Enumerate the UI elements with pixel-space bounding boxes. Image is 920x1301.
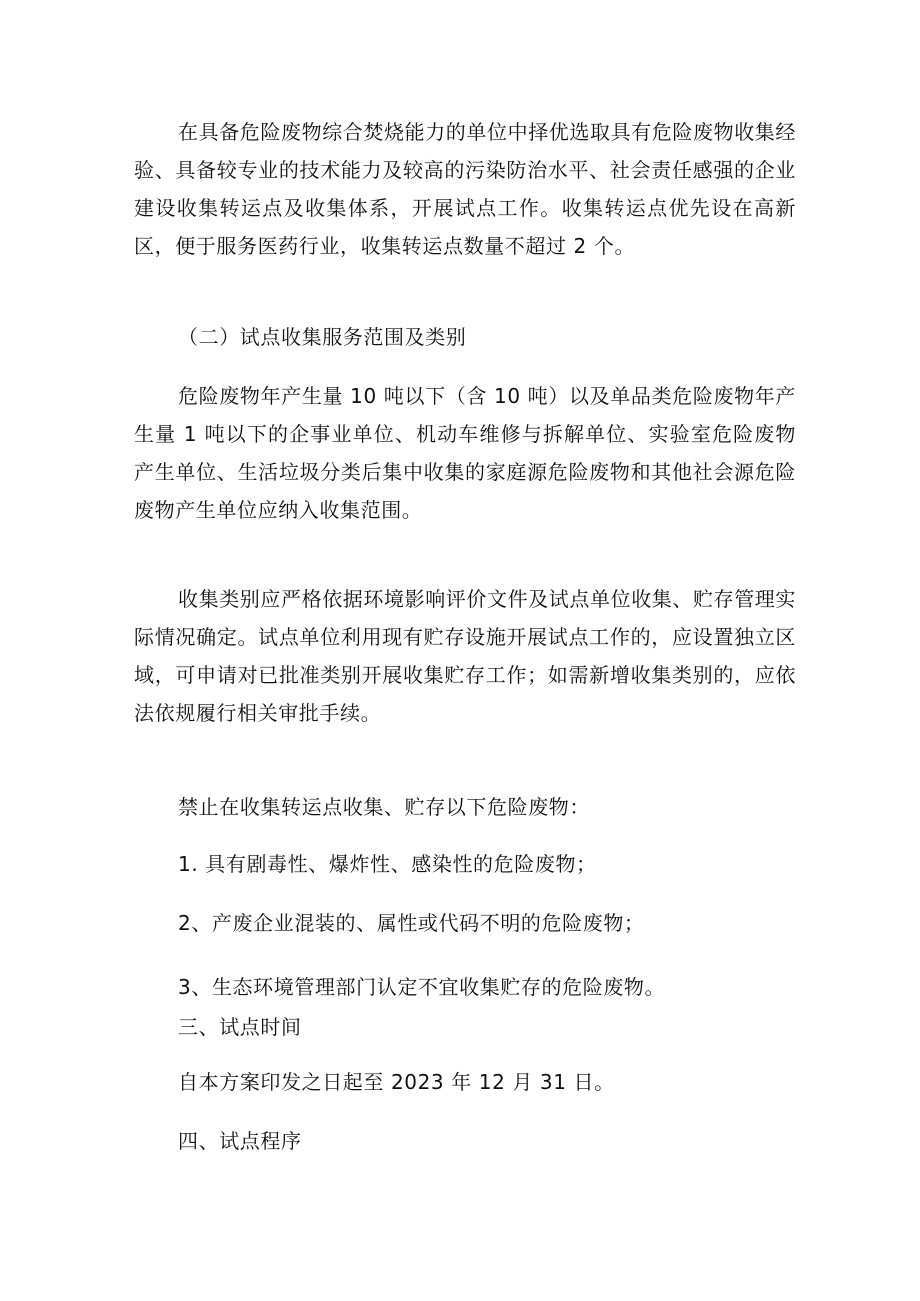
paragraph-prohibition-intro: 禁止在收集转运点收集、贮存以下危险废物： [178,795,590,819]
section-heading-pilot-procedure: 四、试点程序 [178,1129,302,1153]
list-item-3: 3、生态环境管理部门认定不宜收集贮存的危险废物。 [178,975,666,999]
paragraph-collection-categories: 收集类别应严格依据环境影响评价文件及试点单位收集、贮存管理实际情况确定。试点单位利用现有贮存设施开展试点工作的，应设置独立区域，可申请对已批准类别开展收集贮存工作；如需新增收集类别的，应依法依规履行相关审批手续。 [134,587,796,725]
list-item-2: 2、产废企业混装的、属性或代码不明的危险废物； [178,911,645,935]
paragraph-collection-scope: 危险废物年产生量 10 吨以下（含 10 吨）以及单品类危险废物年产生量 1 吨以下的企事业单位、机动车维修与拆解单位、实验室危险废物产生单位、生活垃圾分类后集中收集的家庭源危险废物和其他社会源危险废物产生单位应纳入收集范围。 [134,384,796,522]
list-item-1: 1. 具有剧毒性、爆炸性、感染性的危险废物； [178,852,597,876]
paragraph-pilot-period: 自本方案印发之日起至 2023 年 12 月 31 日。 [178,1070,615,1094]
section-heading-pilot-time: 三、试点时间 [178,1015,302,1039]
section-heading-service-scope: （二）试点收集服务范围及类别 [178,325,467,349]
paragraph-pilot-selection: 在具备危险废物综合焚烧能力的单位中择优选取具有危险废物收集经验、具备较专业的技术能力及较高的污染防治水平、社会责任感强的企业建设收集转运点及收集体系，开展试点工作。收集转运点优先设在高新区，便于服务医药行业，收集转运点数量不超过 2 个。 [134,120,796,258]
